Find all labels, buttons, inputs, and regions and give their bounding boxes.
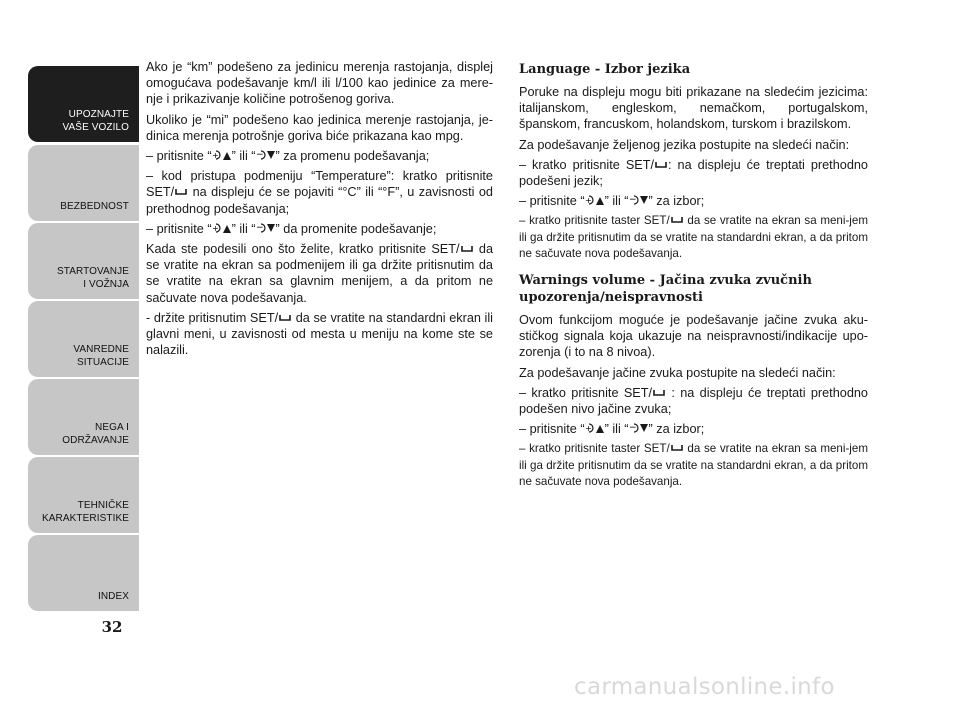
section-heading-language: Language - Izbor jezika	[519, 62, 691, 77]
text: : na displeju će treptati prethodno podešeni jezik;	[519, 157, 868, 189]
text: ” ili “	[604, 422, 629, 437]
text: da se vratite na ekran sa meni-jem ili ga držite pritisnutim da se vratite na standardni ekran, a da pritom ne sačuvate nova podešavanja.	[519, 442, 868, 488]
text: – kod pristupa podmeniju “Temperature”: kratko pritisnite SET/	[146, 169, 493, 200]
text: da se vratite na standardni ekran ili glavni meni, u zavisnosti od mesta u meniju na kome ste se nalazili.	[146, 310, 494, 358]
paragraph	[146, 241, 493, 306]
paragraph: Za podešavanje jačine zvuka postupite na sledeći način:	[519, 365, 836, 380]
text: Kada ste podesili ono što želite, kratko pritisnite SET/	[146, 242, 460, 257]
text: ” ili “	[231, 221, 256, 236]
text: ” za izbor;	[648, 422, 705, 437]
text: – kratko pritisnite SET/	[519, 385, 653, 400]
enter-return-icon	[670, 442, 684, 453]
text: ” za promenu podešavanja;	[275, 149, 430, 164]
right-column	[519, 59, 868, 494]
tab-vanredne-situacije[interactable]	[28, 301, 139, 377]
paragraph: Ako je “km” podešeno za jedinicu merenja rastojanja, displej omogućava podešavanje km/l ili l/100 kao jedinice za mere-nje i prikazivanje količine potrošenog goriva.	[146, 60, 493, 107]
tab-startovanje-i-voznja[interactable]	[28, 223, 139, 299]
paragraph: Ovom funkcijom moguće je podešavanje jačine zvuka aku-stičkog signala koja ukazuje na neispravnosti/indikacije upo-zorenja (i to na 8 nivoa).	[519, 313, 868, 360]
text: ” ili “	[231, 149, 256, 164]
text: – kratko pritisnite taster SET/	[519, 442, 670, 456]
paragraph	[519, 385, 868, 417]
tab-bezbednost[interactable]	[28, 145, 139, 221]
watermark: carmanualsonline.info	[574, 674, 835, 700]
svg-text:+: +	[211, 151, 219, 161]
svg-text:+: +	[584, 424, 592, 434]
enter-return-icon	[654, 159, 668, 170]
text: ” ili “	[604, 194, 629, 209]
paragraph	[519, 441, 868, 490]
minus-down-button-icon	[256, 222, 276, 234]
enter-return-icon	[174, 186, 188, 197]
plus-up-button-icon	[585, 422, 605, 434]
tab-index[interactable]	[28, 535, 139, 611]
tab-label: STARTOVANJE I VOŽNJA	[56, 266, 129, 290]
text: – pritisnite “	[519, 422, 585, 437]
tab-label: NEGA I ODRŽAVANJE	[62, 422, 129, 446]
section-heading-warnings-volume: Warnings volume - Jačina zvuka zvučnih upozorenja/neispravnosti	[519, 273, 812, 306]
plus-up-button-icon	[585, 194, 605, 206]
text: – kratko pritisnite taster SET/	[519, 214, 670, 228]
paragraph	[519, 193, 868, 209]
svg-text:+: +	[584, 196, 592, 206]
paragraph	[519, 421, 868, 437]
text: da se vratite na ekran sa meni-jem ili ga držite pritisnutim da se vratite na standardni ekran, a da pritom ne sačuvate nova podešavanja.	[519, 214, 868, 260]
text: - držite pritisnutim SET/	[146, 310, 279, 325]
tab-label: VANREDNE SITUACIJE	[73, 344, 129, 368]
svg-text:−: −	[255, 222, 264, 233]
text: da se vratite na ekran sa podmenijem ili ga držite pritisnutim da se vratite na ekran sa glavnim menijem, a da pritom ne sačuvate nova podešavanja.	[146, 242, 494, 305]
paragraph	[146, 168, 493, 217]
text: : na displeju će treptati prethodno podešen nivo jačine zvuka;	[519, 385, 868, 417]
enter-return-icon	[278, 312, 292, 323]
paragraph	[519, 157, 868, 189]
svg-text:−: −	[628, 195, 637, 206]
tab-tehnicke-karakteristike[interactable]	[28, 457, 139, 533]
text: – pritisnite “	[519, 194, 585, 209]
tab-nega-i-odrzavanje[interactable]	[28, 379, 139, 455]
left-column	[146, 59, 493, 362]
tab-label: INDEX	[97, 591, 129, 602]
enter-return-icon	[460, 243, 474, 254]
paragraph: Ukoliko je “mi” podešeno kao jedinica merenje rastojanja, je-dinica merenja potrošnje goriva biće prikazana kao mpg.	[146, 112, 493, 143]
minus-down-button-icon	[629, 422, 649, 434]
minus-down-button-icon	[629, 194, 649, 206]
paragraph: Poruke na displeju mogu biti prikazane na sledećim jezicima: italijanskom, engleskom, nemačkom, portugalskom, španskom, francuskom, holandskom, turskom i brazilskom.	[519, 85, 868, 132]
text: ” za izbor;	[648, 194, 705, 209]
svg-text:−: −	[628, 423, 637, 434]
svg-text:+: +	[211, 223, 219, 233]
plus-up-button-icon	[212, 149, 232, 161]
paragraph	[519, 213, 868, 262]
enter-return-icon	[670, 214, 684, 225]
text: na displeju će se pojaviti “°C” ili “°F”, u zavisnosti od prethodnog podešavanja;	[146, 185, 493, 216]
tab-label: BEZBEDNOST	[60, 201, 129, 212]
tab-label: TEHNIČKE KARAKTERISTIKE	[42, 500, 129, 524]
enter-return-icon	[652, 387, 666, 398]
plus-up-button-icon	[212, 222, 232, 234]
paragraph	[146, 221, 493, 237]
svg-text:−: −	[255, 150, 264, 161]
page-number: 32	[101, 618, 123, 636]
text: – pritisnite “	[146, 149, 212, 164]
tab-upoznajte-vase-vozilo[interactable]	[28, 66, 139, 142]
paragraph	[146, 148, 493, 164]
minus-down-button-icon	[256, 149, 276, 161]
paragraph	[146, 310, 493, 359]
paragraph: Za podešavanje željenog jezika postupite na sledeći način:	[519, 137, 850, 152]
text: – pritisnite “	[146, 221, 212, 236]
text: – kratko pritisnite SET/	[519, 157, 655, 172]
tab-label: UPOZNAJTE VAŠE VOZILO	[62, 109, 129, 133]
text: ” da promenite podešavanje;	[275, 221, 437, 236]
